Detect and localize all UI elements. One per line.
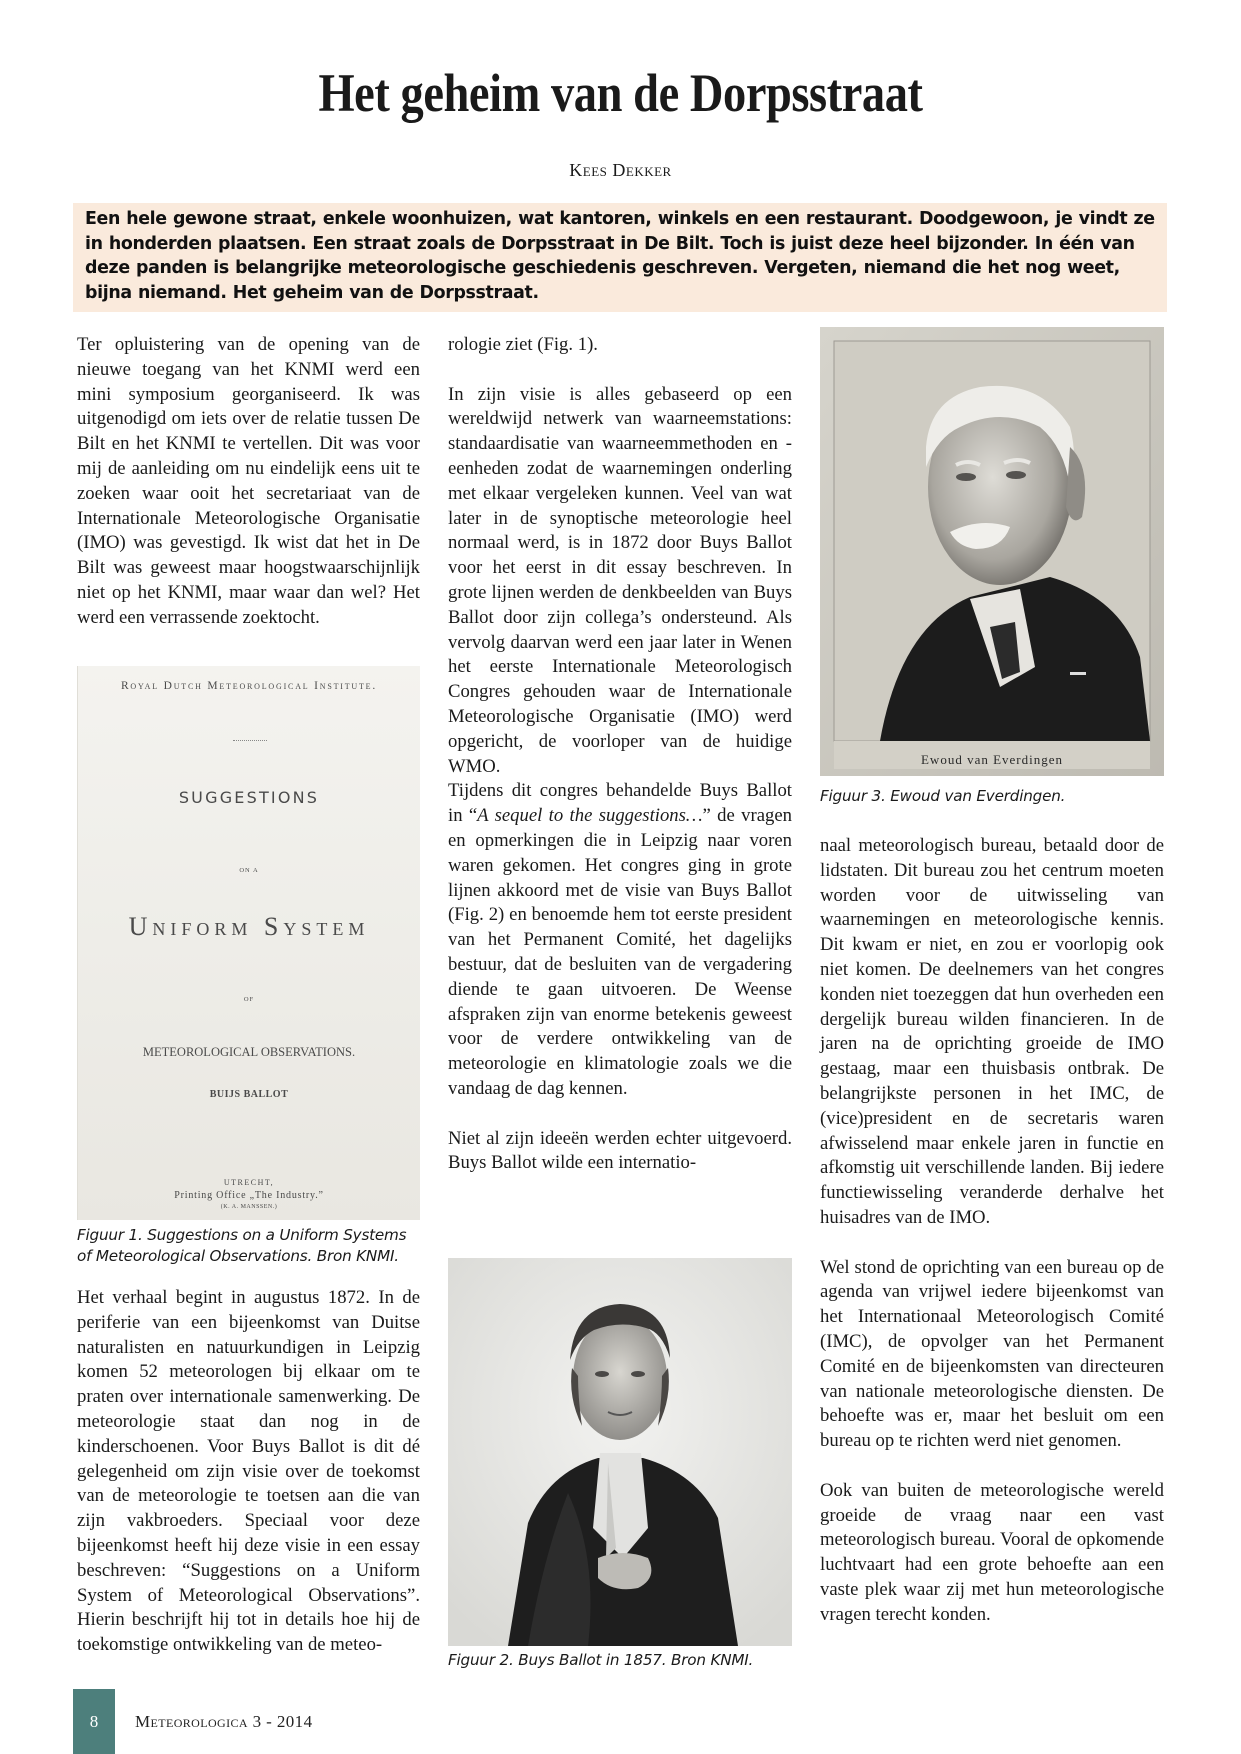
paragraph: naal meteorologisch bureau, betaald door de lidstaten. Dit bureau zou het centrum moeten worden voor de uitwisseling van waarnemingen en meteorologische kennis. Dit kwam er niet, en zou er voorlopig ook niet komen. De deelnemers van het congres konden niet toezeggen dat hun overheden een dergelijk bureau wilden financieren. In de jaren na de oprichting groeide de IMO gestaag, maar een thuisbasis ontbrak. De belangrijkste personen in het IMC, de (vice)president en de secretaris waren afwisselend maar enkele jaren in functie en afkomstig uit verschillende landen. Bij iedere functiewisseling veranderde derhalve het huisadres van de IMO. — [820, 835, 1164, 1228]
paragraph: In zijn visie is alles gebaseerd op een wereldwijd netwerk van waarneemstations: standaardisatie van waarneemmethoden en -eenheden zodat de waarnemingen onderling met elkaar vergeleken kunnen. Veel van wat later in de synoptische meteorologie heel normaal werd, is in 1872 door Buys Ballot voor het eerst in dit essay beschreven. In grote lijnen werden de denkbeelden van Buys Ballot door zijn collega’s ondersteund. Als vervolg daarvan werd een jaar later in Wenen het eerste Internationale Meteorologisch Congres gehouden waar de Internationale Meteorologische Organisatie (IMO) werd opgericht, de voorloper van de huidige WMO. — [448, 383, 792, 777]
column-1-bottom — [77, 1286, 420, 1658]
figure-1-suggestions: SUGGESTIONS — [178, 788, 320, 807]
figure-1-caption: Figuur 1. Suggestions on a Uniform Systems of Meteorological Observations. Bron KNMI. — [77, 1226, 407, 1265]
figure-1-observations: METEOROLOGICAL OBSERVATIONS. — [142, 1045, 356, 1059]
paragraph: Ter opluistering van de opening van de nieuwe toegang van het KNMI werd een mini symposium georganiseerd. Ik was uitgenodigd om iets over de relatie tussen De Bilt en het KNMI te vertellen. Dit was voor mij de aanleiding om nu eindelijk eens uit te zoeken waar ooit het secretariaat van de Internationale Meteorologische Organisatie (IMO) was gevestigd. Ik wist dat het in De Bilt was geweest maar hoogstwaarschijnlijk niet op het KNMI, maar waar dan wel? Het werd een verrassende zoektocht. — [77, 334, 420, 628]
paragraph: Ook van buiten de meteorologische wereld groeide de vraag naar een vast meteorologisch bureau. Vooral de opkomende luchtvaart had een grote behoefte aan een vaste plek waar zij met hun meteorologische vragen terecht konden. — [820, 1479, 1164, 1625]
paragraph: Het verhaal begint in augustus 1872. In de periferie van een bijeenkomst van Duitse naturalisten en natuurkundigen in Leipzig komen 52 meteorologen bij elkaar om te praten over internationale samenwerking. De meteorologie staat dan nog in de kinderschoenen. Voor Buys Ballot is dit dé gelegenheid om zijn visie over de toekomst van de meteorologie te toetsen aan die van zijn vakbroeders. Speciaal voor deze bijeenkomst heeft hij deze visie in een essay beschreven: “Suggestions on a Uniform System of Meteorological Observations”. Hierin beschrijft hij tot in details hoe hij de toekomstige ontwikkeling van de meteo- — [77, 1287, 420, 1656]
article-title: Het geheim van de Dorpsstraat — [318, 63, 923, 123]
journal-name: Meteorologica 3 - 2014 — [135, 1712, 313, 1731]
divider — [233, 740, 267, 741]
figure-1-author: BUIJS BALLOT — [209, 1089, 289, 1100]
everdingen-photo — [820, 327, 1164, 776]
figure-3-inscription: Ewoud van Everdingen — [920, 752, 1064, 767]
figure-1-of: OF — [243, 996, 255, 1003]
column-3 — [820, 834, 1164, 1628]
figure-2-caption: Figuur 2. Buys Ballot in 1857. Bron KNMI. — [448, 1651, 754, 1669]
paragraph: Tijdens dit congres behandelde Buys Ballot in “A sequel to the suggestions…” de vragen en opmerkingen die in Leipzig naar voren waren gekomen. Het congres ging in grote lijnen akkoord met de visie van Buys Ballot (Fig. 2) en benoemde hem tot eerste president van het Permanent Comité, het dagelijks bestuur, dat de besluiten van de vergadering diende te gaan uitvoeren. De Weense afspraken zijn van enorme betekenis geweest voor de verdere ontwikkeling van de meteorologie en klimatologie zoals we die vandaag de dag kennen. — [448, 780, 792, 1099]
page-number: 8 — [89, 1712, 99, 1731]
paragraph: Niet al zijn ideeën werden echter uitgevoerd. Buys Ballot wilde een internatio- — [448, 1127, 792, 1174]
figure-3-portrait — [820, 327, 1164, 776]
figure-1-institute: Royal Dutch Meteorological Institute. — [120, 680, 378, 692]
author-name: Kees Dekker — [569, 160, 672, 180]
paragraph: Wel stond de oprichting van een bureau op de agenda van vrijwel iedere bijeenkomst van het Internationaal Meteorologisch Comité (IMC), de opvolger van het Permanent Comité en de bijeenkomsten van directeuren van nationale meteorologische diensten. De behoefte was er, maar het besluit om een bureau op te richten werd niet genomen. — [820, 1256, 1164, 1452]
figure-1-city: UTRECHT, — [223, 1178, 275, 1187]
paragraph: rologie ziet (Fig. 1). — [448, 334, 598, 355]
figure-1-printer-name: (K. A. MANSSEN.) — [220, 1204, 278, 1210]
intro-box: Een hele gewone straat, enkele woonhuizen, wat kantoren, winkels en een restaurant. Doodgewoon, je vindt ze in honderden plaatsen. Een straat zoals de Dorpsstraat in De Bilt. Toch is juist deze heel bijzonder. In één van deze panden is belangrijke meteorologische geschiedenis geschreven. Vergeten, niemand die het nog weet, bijna niemand. Het geheim van de Dorpsstraat. — [73, 203, 1167, 312]
figure-1-printer: Printing Office „The Industry.” — [174, 1190, 324, 1201]
column-2 — [448, 333, 792, 1176]
figure-1-on-a: ON A — [239, 867, 259, 874]
figure-1-uniform-system: Uniform System — [128, 912, 370, 941]
essay-title: A sequel to the suggestions… — [477, 805, 703, 827]
buys-ballot-photo — [448, 1258, 792, 1646]
figure-1-image — [77, 666, 420, 1220]
column-1-top — [77, 333, 420, 631]
figure-3-caption: Figuur 3. Ewoud van Everdingen. — [820, 787, 1066, 805]
figure-2-portrait — [448, 1258, 792, 1646]
